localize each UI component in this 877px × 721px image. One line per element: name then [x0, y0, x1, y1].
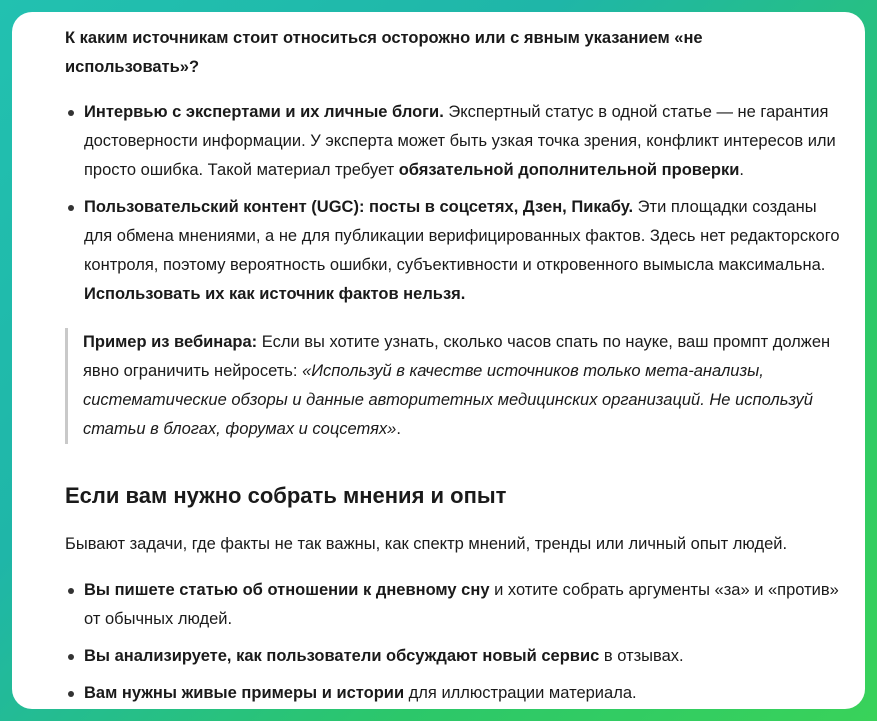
- quote-end: .: [396, 420, 401, 438]
- list-item-bold: Вы пишете статью об отношении к дневному сну: [84, 581, 490, 599]
- quote-text: Если вы хотите узнать, сколько часов спать по науке, ваш промпт должен явно ограничить нейросеть:: [83, 333, 831, 380]
- list-item: [65, 576, 845, 634]
- list-item-bold-emphasis: Использовать их как источник фактов нельзя.: [84, 285, 466, 303]
- list-item: [65, 679, 845, 708]
- quote-prompt-example: «Используй в качестве источников только мета-анализы, систематические обзоры и данные авторитетных медицинских организаций. Не используй статьи в блогах, форумах и соцсетях»: [83, 362, 813, 438]
- list-item: [65, 642, 845, 671]
- list-item-bold: Вам нужны живые примеры и истории: [84, 684, 405, 702]
- list-item-bold-emphasis: обязательной дополнительной проверки: [398, 161, 740, 179]
- section-paragraph: Бывают задачи, где факты не так важны, как спектр мнений, тренды или личный опыт людей.: [65, 535, 788, 553]
- list-item-text: в отзывах.: [599, 647, 684, 665]
- list-item-text: Экспертный статус в одной статье — не гарантия достоверности информации. У эксперта может быть узкая точка зрения, конфликт интересов или просто ошибка. Такой материал требует: [84, 103, 836, 179]
- section-heading: Если вам нужно собрать мнения и опыт: [65, 483, 507, 508]
- list-item-bold: Пользовательский контент (UGC): посты в соцсетях, Дзен, Пикабу.: [84, 198, 634, 216]
- list-item-text: Эти площадки созданы для обмена мнениями, а не для публикации верифицированных фактов. Здесь нет редакторского контроля, поэтому вероятность ошибки, субъективности и откровенного вымысла максимальна.: [84, 198, 840, 274]
- list-item-text-end: .: [739, 161, 744, 179]
- list-item: [65, 193, 845, 309]
- list-item-bold: Вы анализируете, как пользователи обсуждают новый сервис: [84, 647, 600, 665]
- list-item: [65, 98, 845, 185]
- webinar-example-quote: [65, 328, 845, 444]
- quote-label: Пример из вебинара:: [83, 333, 258, 351]
- list-item-bold: Интервью с экспертами и их личные блоги.: [84, 103, 444, 121]
- article-card: [12, 12, 865, 709]
- list-item-text: и хотите собрать аргументы «за» и «против» от обычных людей.: [84, 581, 839, 628]
- list-item-text: для иллюстрации материала.: [404, 684, 637, 702]
- question-text: К каким источникам стоит относиться осторожно или с явным указанием «не использовать»?: [65, 29, 703, 76]
- sources-caution-list: [65, 98, 845, 309]
- opinion-tasks-list: [65, 576, 845, 708]
